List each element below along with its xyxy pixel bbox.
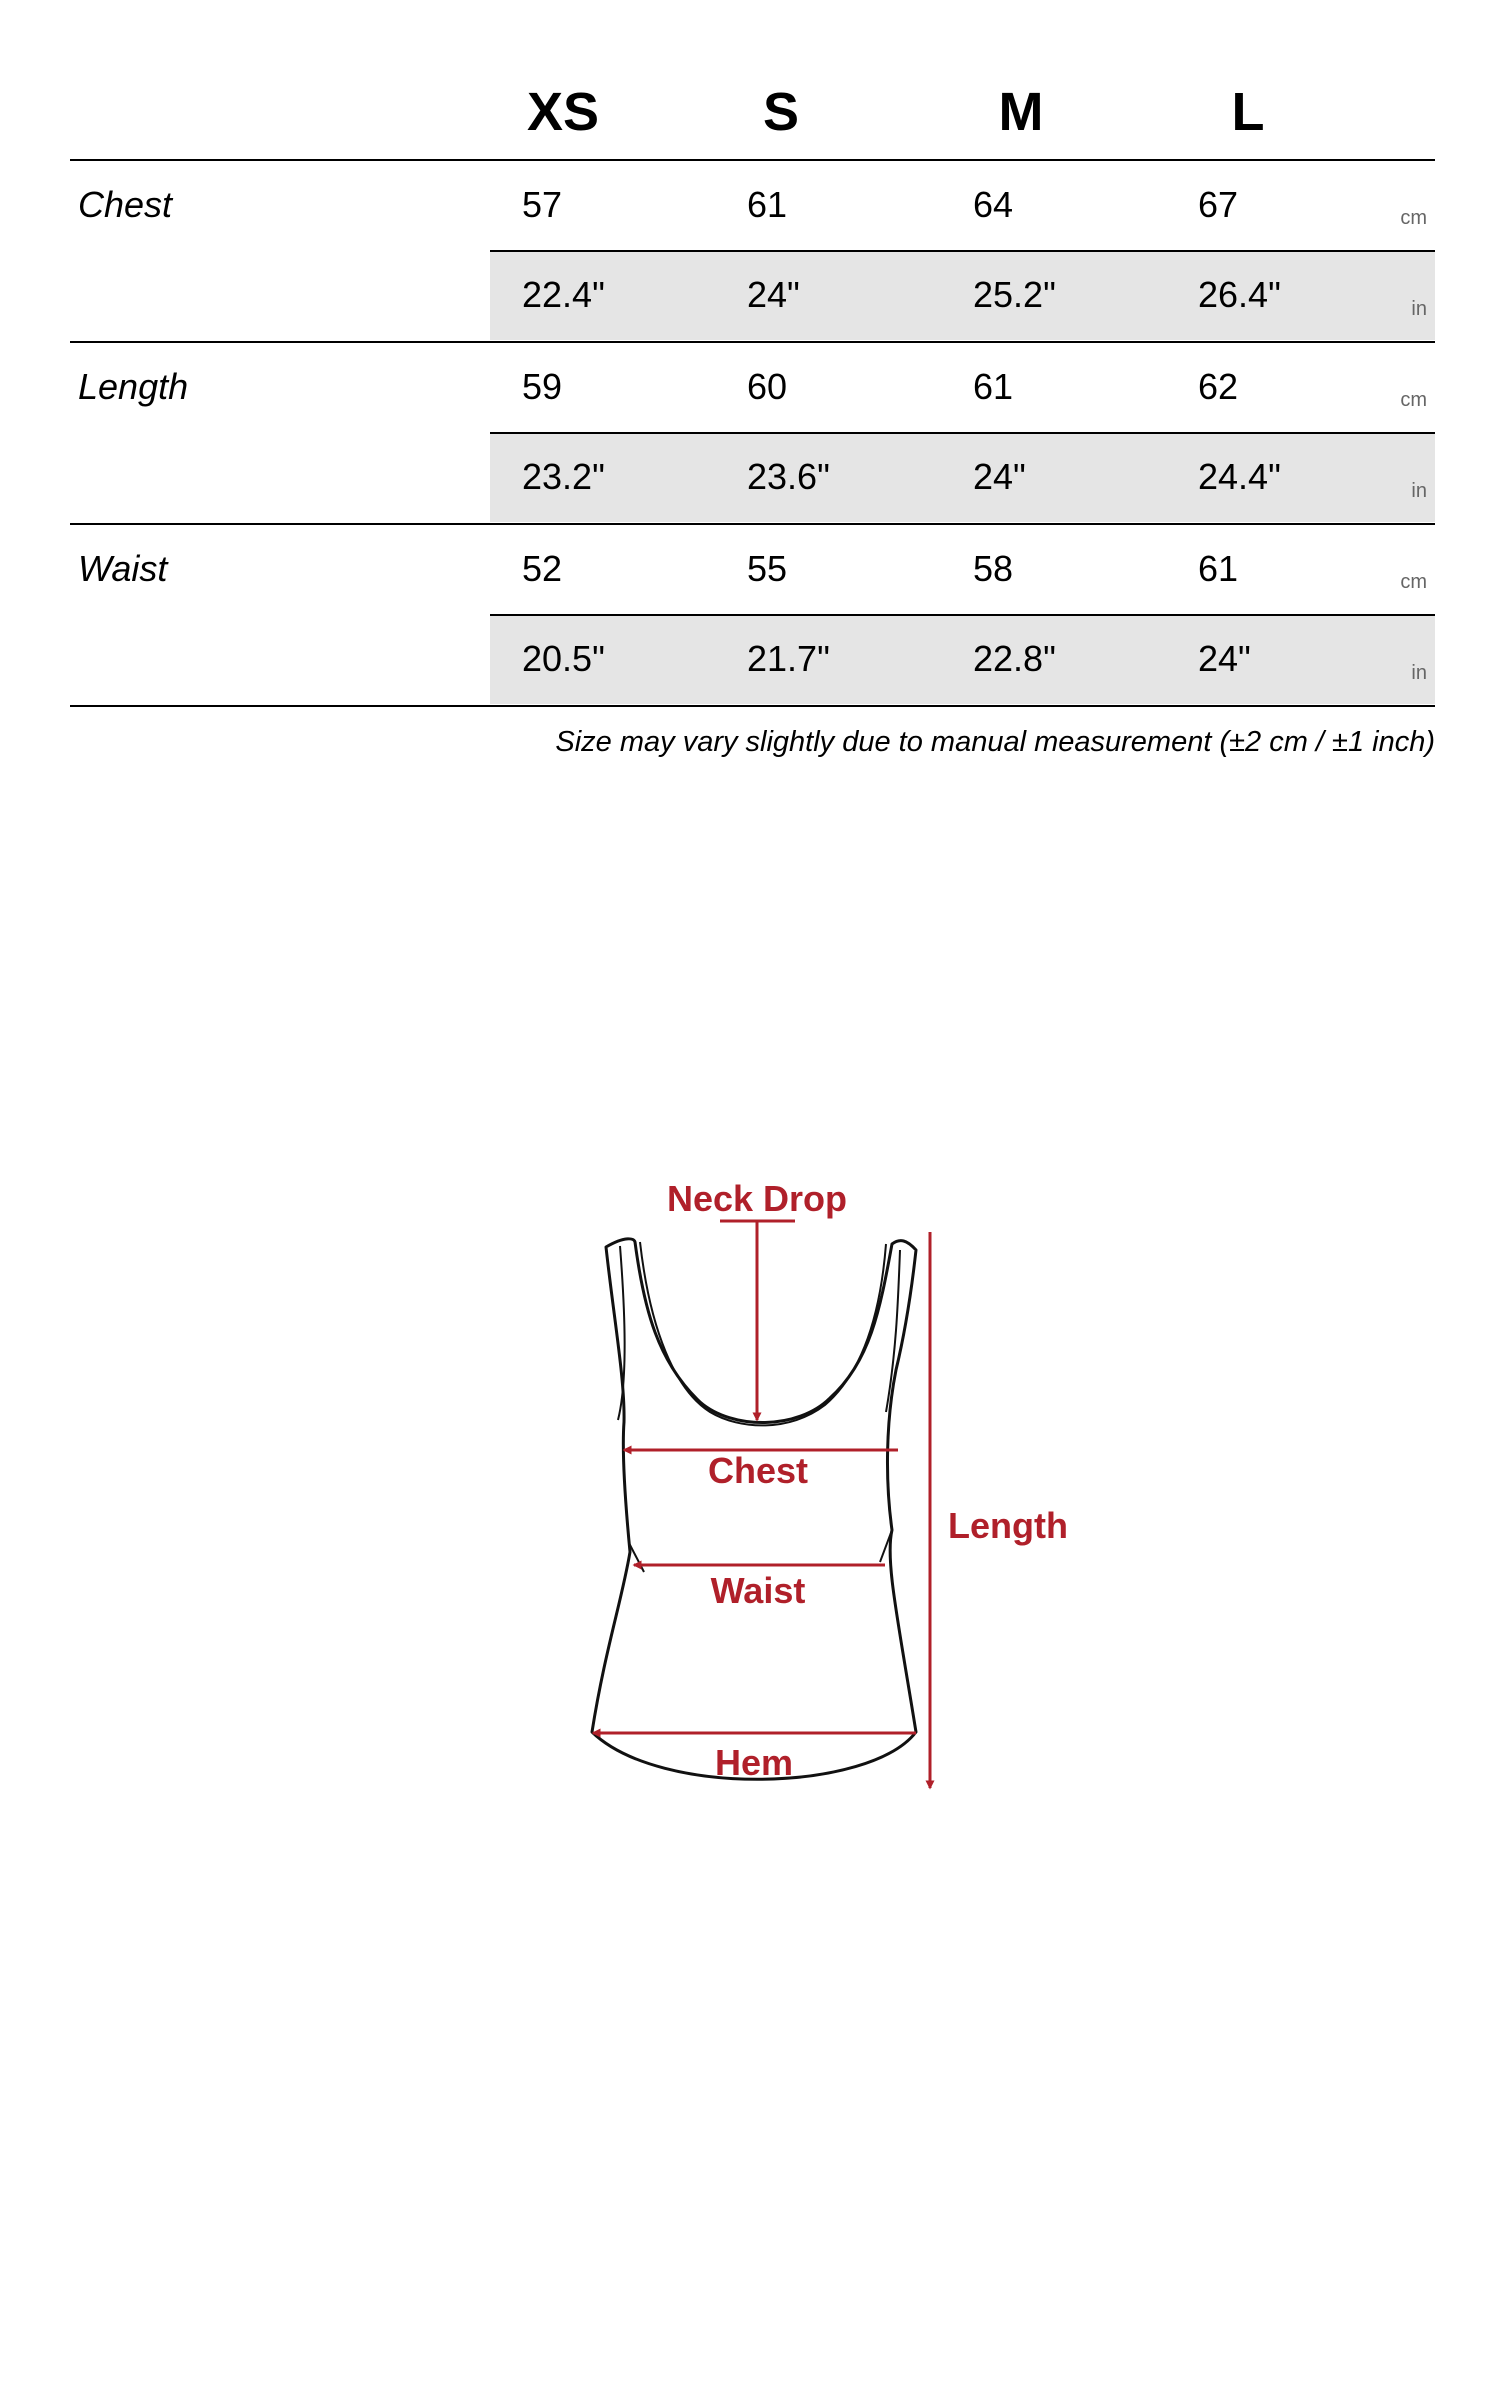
length-in-l: 24.4" [1198,456,1281,497]
chest-in-m: 25.2" [973,274,1056,315]
chest-in-xs: 22.4" [522,274,605,315]
unit-cm-label: cm [1400,389,1427,411]
size-header-m: M [998,82,1044,142]
neck-drop-label: Neck Drop [666,1180,848,1219]
unit-cm-label: cm [1400,571,1427,593]
chest-label: Chest [707,1450,809,1491]
size-header-s: S [762,82,800,142]
chest-in-l: 26.4" [1198,274,1281,315]
measurement-label-waist: Waist [78,548,168,589]
waist-label: Waist [710,1570,806,1611]
chest-cm-xs: 57 [522,184,563,225]
table-rule [490,432,1435,434]
table-rule [70,159,1435,161]
waist-in-xs: 20.5" [522,638,605,679]
chest-in-s: 24" [747,274,800,315]
unit-in-label: in [1411,298,1427,320]
table-rule [490,250,1435,252]
inch-row-shade [490,434,1435,522]
waist-in-m: 22.8" [973,638,1056,679]
unit-in-label: in [1411,480,1427,502]
garment-measurement-diagram [580,1180,1080,1810]
measurement-label-chest: Chest [78,184,173,225]
measurement-label-length: Length [78,366,189,407]
chest-cm-s: 61 [747,184,788,225]
waist-cm-l: 61 [1198,548,1239,589]
inch-row-shade [490,616,1435,704]
waist-in-l: 24" [1198,638,1251,679]
waist-cm-xs: 52 [522,548,563,589]
tank-top-outline [592,1239,916,1779]
table-rule [70,523,1435,525]
hem-label: Hem [714,1742,794,1783]
chest-cm-m: 64 [973,184,1014,225]
waist-in-s: 21.7" [747,638,830,679]
length-cm-xs: 59 [522,366,563,407]
length-label: Length [948,1505,1068,1546]
length-cm-m: 61 [973,366,1014,407]
length-cm-s: 60 [747,366,788,407]
length-in-m: 24" [973,456,1026,497]
unit-cm-label: cm [1400,207,1427,229]
waist-cm-s: 55 [747,548,788,589]
table-rule [70,705,1435,707]
waist-cm-m: 58 [973,548,1014,589]
size-header-xs: XS [526,82,600,142]
length-in-xs: 23.2" [522,456,605,497]
size-chart-table [70,0,1435,758]
length-in-s: 23.6" [747,456,830,497]
size-header-l: L [1231,82,1265,142]
chest-cm-l: 67 [1198,184,1239,225]
table-rule [490,614,1435,616]
inch-row-shade [490,252,1435,340]
tank-top-drawing [580,1180,1080,1810]
measurement-note: Size may vary slightly due to manual measurement (±2 cm / ±1 inch) [555,726,1435,758]
table-rule [70,341,1435,343]
unit-in-label: in [1411,662,1427,684]
length-cm-l: 62 [1198,366,1239,407]
